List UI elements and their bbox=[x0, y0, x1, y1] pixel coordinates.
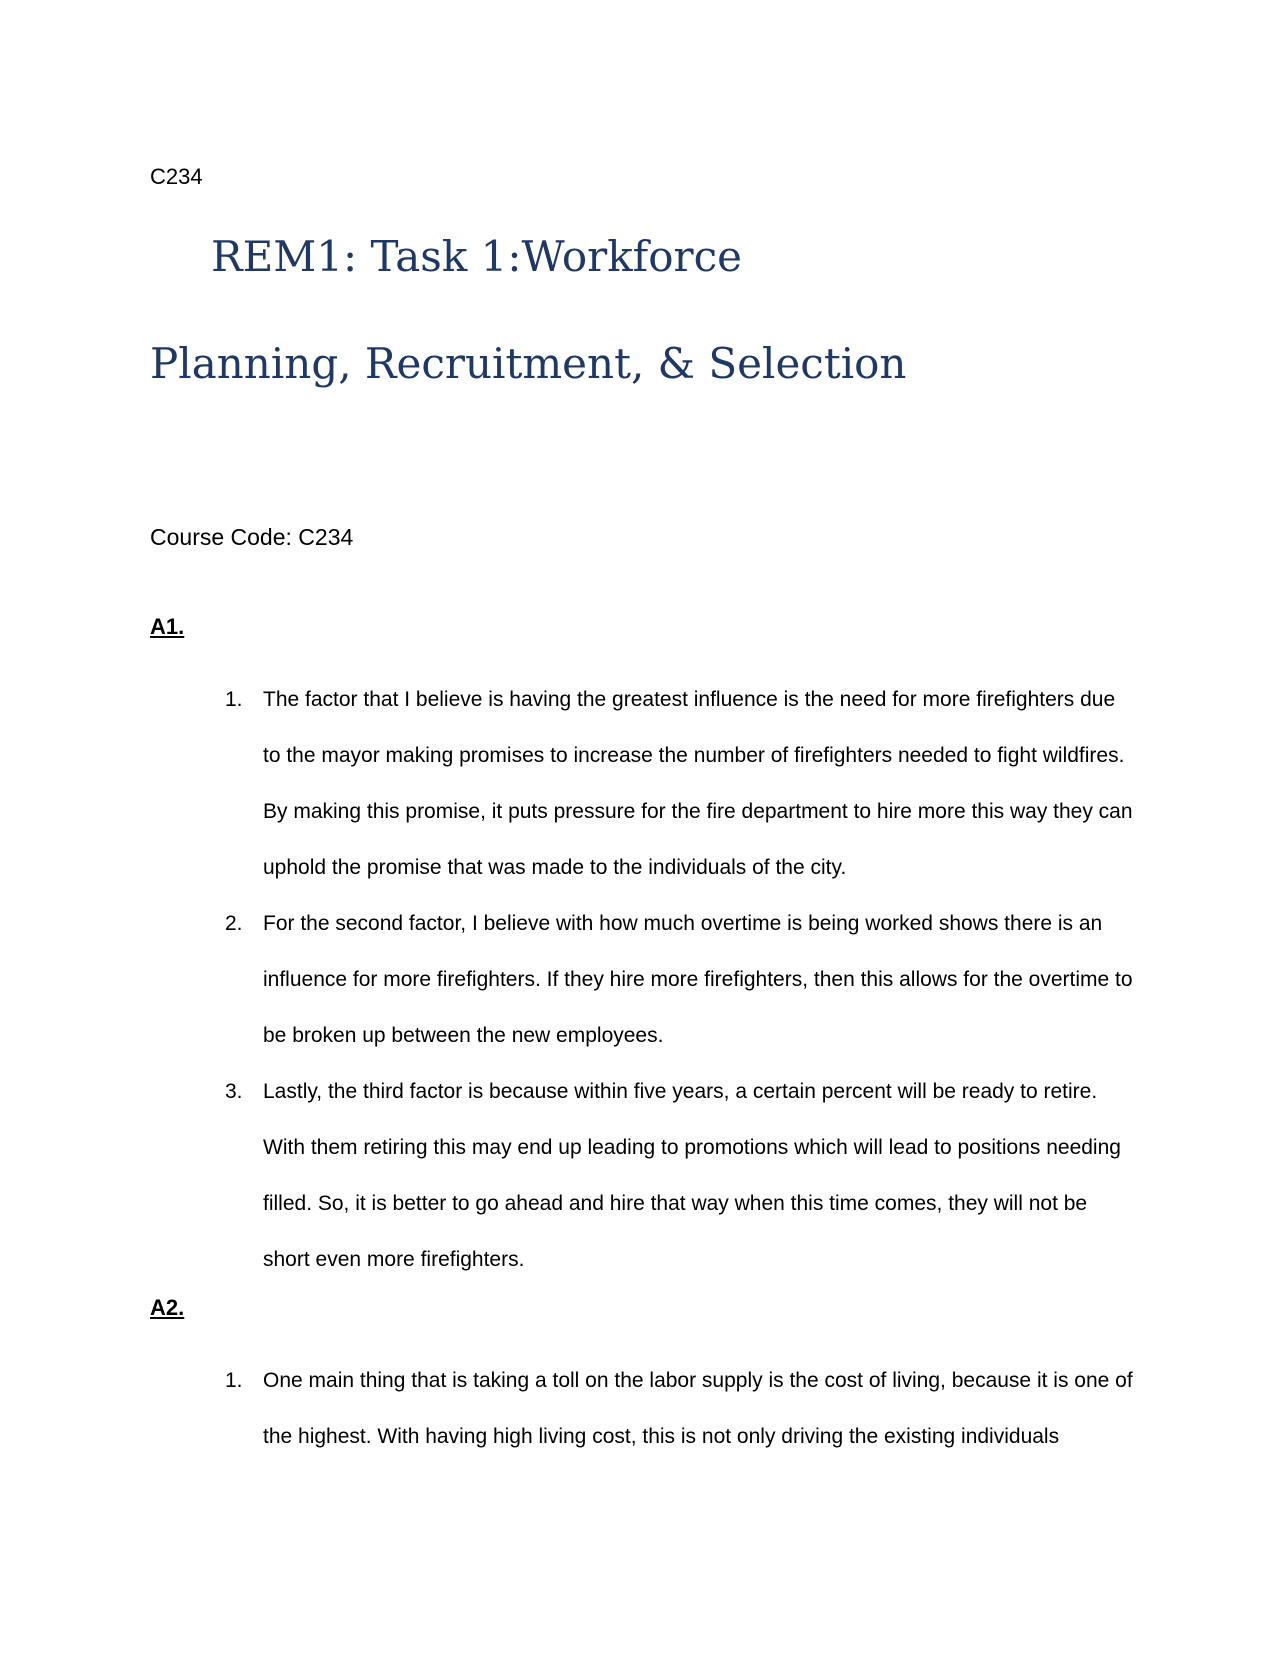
list-item bbox=[0, 1353, 1280, 1465]
list-item-number: 2. bbox=[225, 912, 243, 935]
list-item bbox=[0, 896, 1280, 1064]
list-item-number: 1. bbox=[225, 688, 243, 711]
list-item bbox=[0, 1064, 1280, 1288]
course-code-line: Course Code: C234 bbox=[150, 524, 354, 550]
list-item-text: For the second factor, I believe with how much overtime is being worked shows there is an influence for more firefighters. If they hire more firefighters, then this allows for the overtime to be broken up between the new employees. bbox=[263, 912, 1133, 1047]
header-course-code: C234 bbox=[150, 164, 203, 189]
list-item-text: Lastly, the third factor is because within five years, a certain percent will be ready to retire. With them retiring this may end up leading to promotions which will lead to positions needing filled. So, it is better to go ahead and hire that way when this time comes, they will not be short even more firefighters. bbox=[263, 1080, 1121, 1271]
list-item-text: One main thing that is taking a toll on the labor supply is the cost of living, because it is one of the highest. With having high living cost, this is not only driving the existing individuals bbox=[263, 1369, 1133, 1448]
list-item bbox=[0, 672, 1280, 896]
list-item-number: 1. bbox=[225, 1369, 243, 1392]
section-heading-a1: A1. bbox=[150, 614, 185, 639]
list-item-text: The factor that I believe is having the greatest influence is the need for more firefighters due to the mayor making promises to increase the number of firefighters needed to fight wildfires. By making this promise, it puts pressure for the fire department to hire more this way they can uphold the promise that was made to the individuals of the city. bbox=[263, 688, 1133, 879]
section-a1-list bbox=[0, 672, 1280, 1288]
section-heading-a2: A2. bbox=[150, 1295, 185, 1320]
list-item-number: 3. bbox=[225, 1080, 243, 1103]
section-a2-list bbox=[0, 1353, 1280, 1465]
document-title-line-1: REM1: Task 1:Workforce bbox=[211, 232, 742, 281]
document-title-line-2: Planning, Recruitment, & Selection bbox=[150, 339, 907, 388]
